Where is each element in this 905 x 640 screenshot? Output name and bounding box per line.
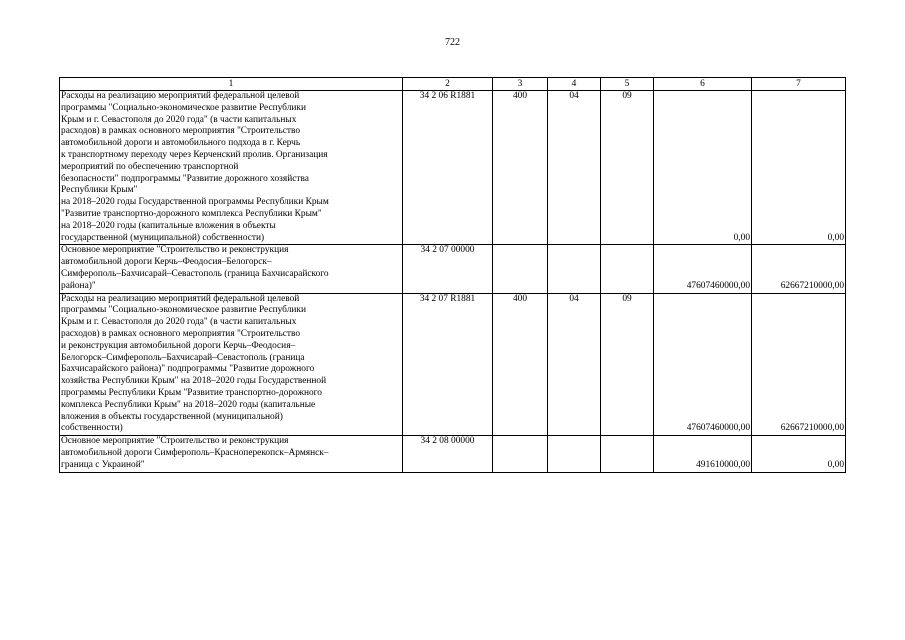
amount-col7-cell: 62667210000,00 <box>752 245 846 293</box>
column-header: 2 <box>403 78 493 91</box>
expense-name-cell: Основное мероприятие "Строительство и реконструкция автомобильной дороги Керчь–Феодосия–Белогорск– Симферополь–Бахчисарай–Севастополь (граница Бахчисарайского района)" <box>60 245 403 293</box>
table-header-row <box>60 78 846 91</box>
amount-col6-cell: 491610000,00 <box>654 436 752 472</box>
expense-type-cell <box>493 436 548 472</box>
amount-col7-cell: 62667210000,00 <box>752 293 846 436</box>
expense-type-cell <box>493 245 548 293</box>
expense-type-cell: 400 <box>493 91 548 245</box>
page-number: 722 <box>445 37 460 48</box>
amount-col6-cell: 47607460000,00 <box>654 245 752 293</box>
column-header: 6 <box>654 78 752 91</box>
section-cell <box>548 436 601 472</box>
subsection-cell <box>601 436 654 472</box>
table-row <box>60 436 846 472</box>
table-row <box>60 91 846 245</box>
expense-name-cell: Расходы на реализацию мероприятий федеральной целевой программы "Социально-экономическое развитие Республики Крым и г. Севастополя до 2020 года" (в части капитальных расходов) в рамках основного мероприятия "Строительство и реконструкция автомобильной дороги Керчь–Феодосия– Белогорск–Симферополь–Бахчисарай–Севастополь (граница Бахчисарайского района)" подпрограммы "Развитие дорожного хозяйства Республики Крым" на 2018–2020 годы Государственной программы Республики Крым "Развитие транспортно-дорожного комплекса Республики Крым" на 2018–2020 годы (капитальные вложения в объекты государственной (муниципальной) собственности) <box>60 293 403 436</box>
amount-col7-cell: 0,00 <box>752 91 846 245</box>
subsection-cell <box>601 245 654 293</box>
expense-type-cell: 400 <box>493 293 548 436</box>
target-code-cell: 34 2 08 00000 <box>403 436 493 472</box>
section-cell <box>548 245 601 293</box>
section-cell: 04 <box>548 91 601 245</box>
amount-col7-cell: 0,00 <box>752 436 846 472</box>
amount-col6-cell: 47607460000,00 <box>654 293 752 436</box>
expense-name-cell: Основное мероприятие "Строительство и реконструкция автомобильной дороги Симферополь–Красноперекопск–Армянск– граница с Украиной" <box>60 436 403 472</box>
target-code-cell: 34 2 06 R1881 <box>403 91 493 245</box>
table-row <box>60 293 846 436</box>
subsection-cell: 09 <box>601 91 654 245</box>
budget-table <box>59 77 846 473</box>
column-header: 3 <box>493 78 548 91</box>
column-header: 1 <box>60 78 403 91</box>
expense-name-cell: Расходы на реализацию мероприятий федеральной целевой программы "Социально-экономическое развитие Республики Крым и г. Севастополя до 2020 года" (в части капитальных расходов) в рамках основного мероприятия "Строительство автомобильной дороги и автомобильного подхода в г. Керчь к транспортному переходу через Керченский пролив. Организация мероприятий по обеспечению транспортной безопасности" подпрограммы "Развитие дорожного хозяйства Республики Крым" на 2018–2020 годы Государственной программы Республики Крым "Развитие транспортно-дорожного комплекса Республики Крым" на 2018–2020 годы (капитальные вложения в объекты государственной (муниципальной) собственности) <box>60 91 403 245</box>
section-cell: 04 <box>548 293 601 436</box>
column-header: 4 <box>548 78 601 91</box>
amount-col6-cell: 0,00 <box>654 91 752 245</box>
column-header: 7 <box>752 78 846 91</box>
table-row <box>60 245 846 293</box>
target-code-cell: 34 2 07 R1881 <box>403 293 493 436</box>
target-code-cell: 34 2 07 00000 <box>403 245 493 293</box>
column-header: 5 <box>601 78 654 91</box>
subsection-cell: 09 <box>601 293 654 436</box>
